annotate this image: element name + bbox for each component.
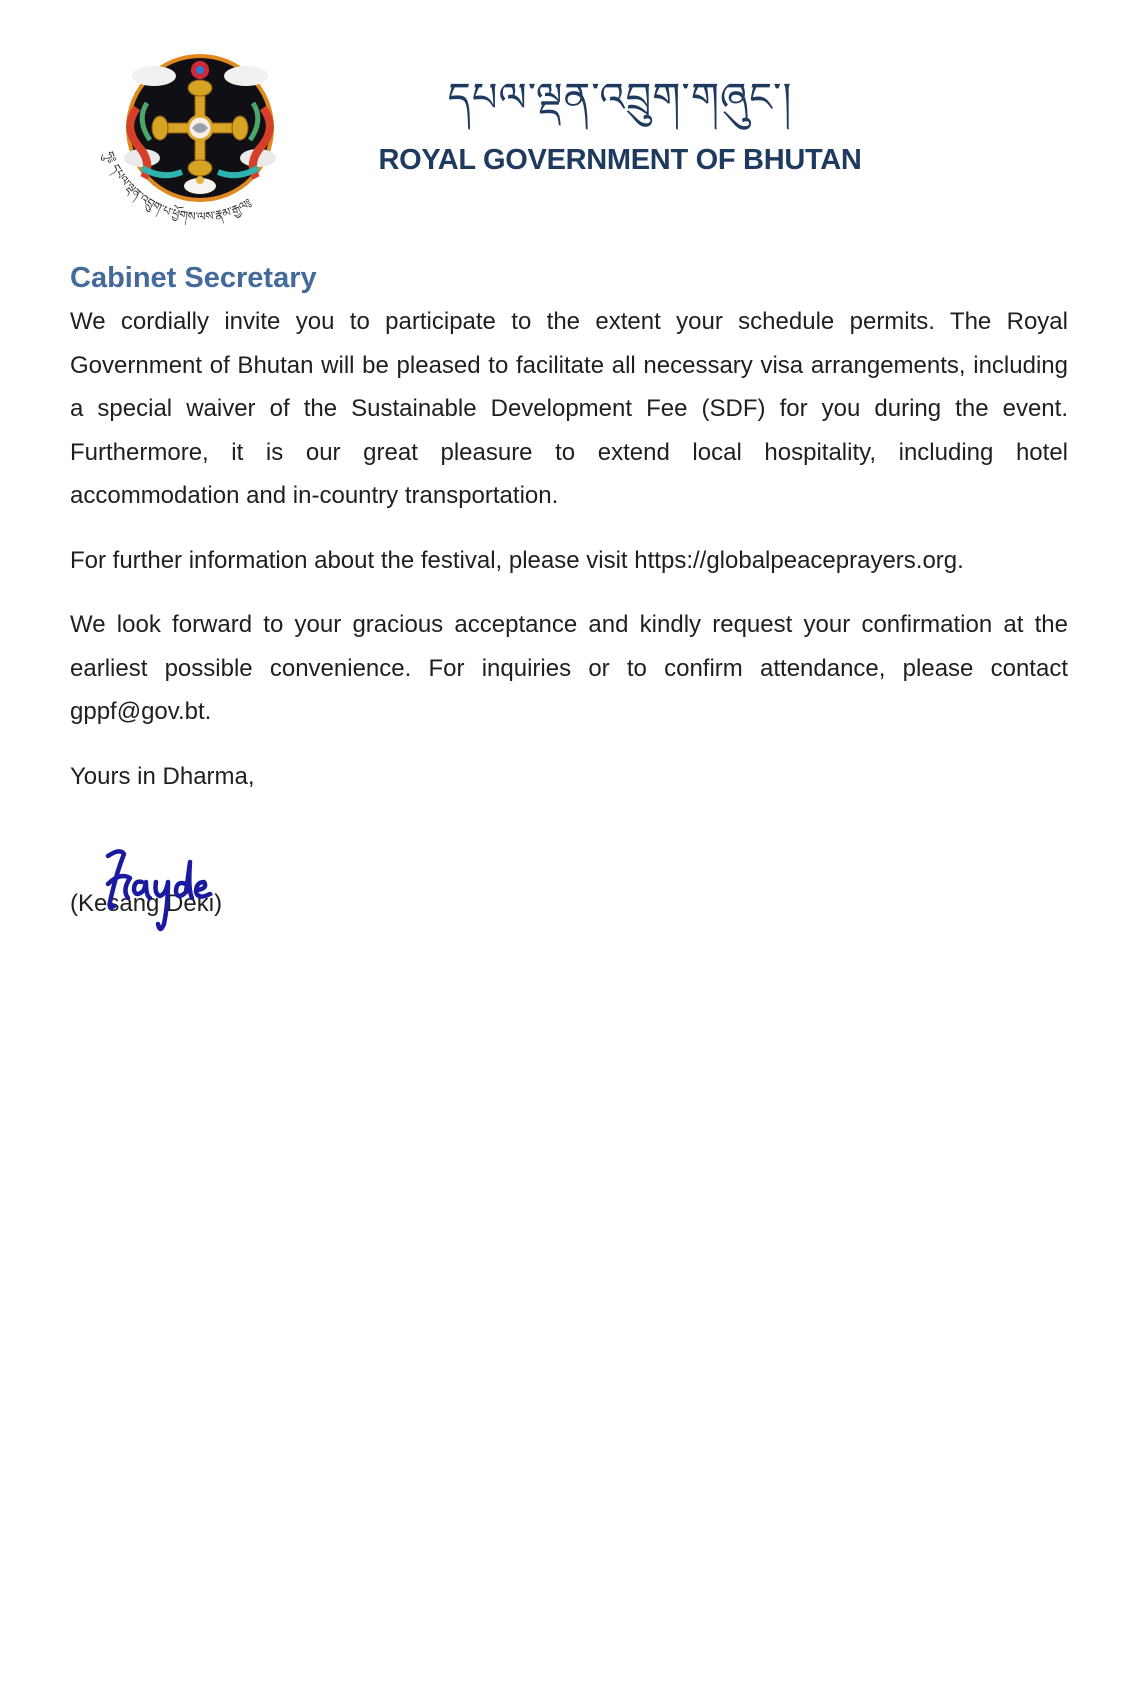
dzongkha-title: དཔལ་ལྡན་འབྲུག་གཞུང་། (447, 75, 793, 121)
closing-salutation: Yours in Dharma, (70, 762, 255, 790)
info-paragraph-prefix: For further information about the festival, please visit (70, 546, 635, 574)
letterhead-title-block (340, 72, 900, 178)
info-paragraph (70, 539, 1068, 583)
confirmation-paragraph-prefix: We look forward to your gracious acceptance and kindly request your confirmation at the earliest possible convenience. For inquiries or to confirm attendance, please contact (70, 611, 1068, 682)
letter-body (70, 258, 1068, 938)
handwritten-signature-icon (90, 844, 220, 934)
signer-name: (Kesang Deki) (70, 890, 223, 917)
confirmation-paragraph (70, 603, 1068, 734)
english-title: ROYAL GOVERNMENT OF BHUTAN (378, 144, 862, 176)
info-paragraph-suffix: . (957, 546, 964, 574)
confirmation-paragraph-suffix: . (204, 698, 212, 725)
festival-website-link[interactable]: https://globalpeaceprayers.org (634, 546, 958, 574)
contact-email-link[interactable]: gppf@gov.bt (70, 698, 205, 725)
sender-heading: Cabinet Secretary (70, 262, 317, 294)
signature-block (70, 844, 1068, 938)
royal-emblem-icon (92, 48, 302, 238)
signature-text: Kayde (90, 844, 93, 845)
emblem-motto: ཧུ༔ དཔལ་ལྡན་འབྲུག་པ་ཕྱོགས་ལས་རྣམ་རྒྱལ༔ (102, 149, 255, 224)
invitation-paragraph: We cordially invite you to participate to the extent your schedule permits. The Royal Government of Bhutan will be pleased to facilitate all necessary visa arrangements, including a special waiver of the Sustainable Development Fee (SDF) for you during the event. Furthermore, it is our great pleasure to extend local hospitality, including hotel accommodation and in-country transportation. (70, 308, 1068, 509)
